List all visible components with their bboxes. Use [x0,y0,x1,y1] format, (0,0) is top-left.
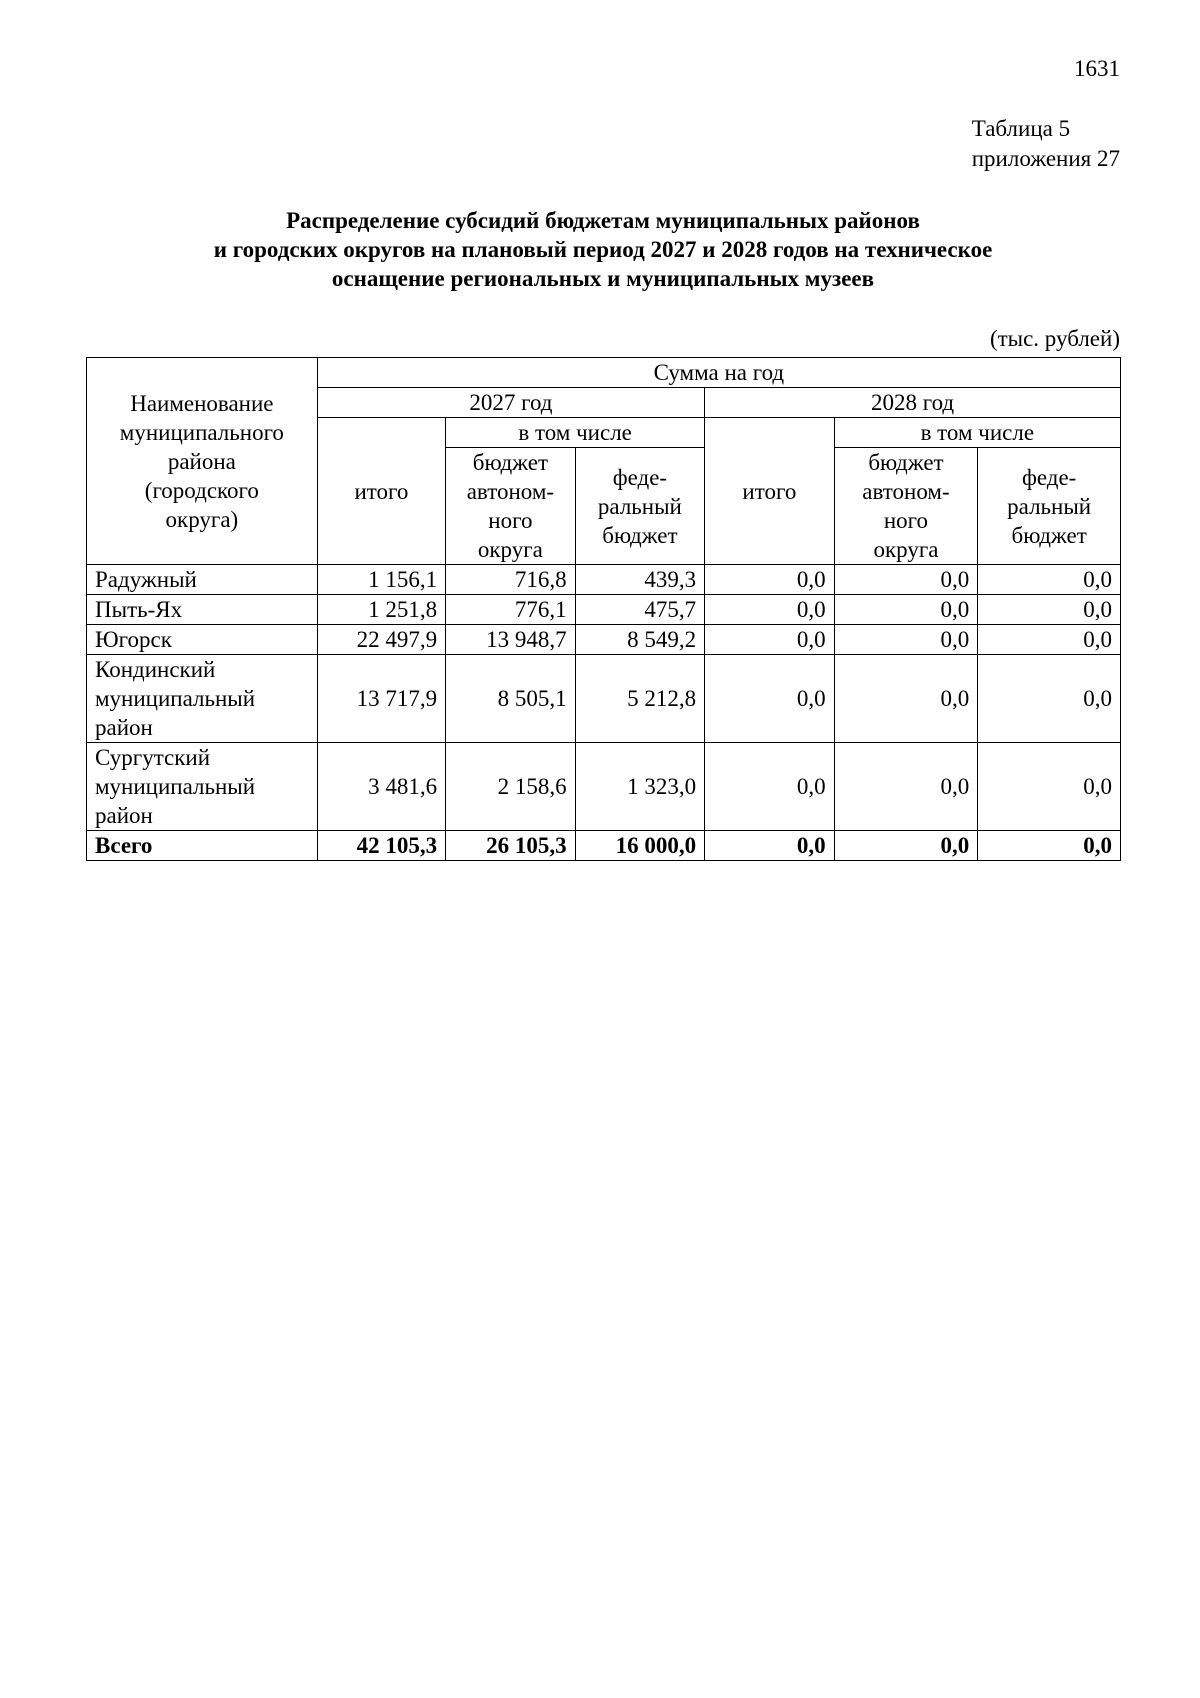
row-name-line: Пыть-Ях [95,597,183,622]
row-name-line: Радужный [95,567,197,592]
header-cell-text [95,389,309,534]
row-name-line: муниципальный [95,774,256,799]
header-cell-text [584,463,697,550]
table-body [87,565,1121,861]
header-line: ральный [597,493,682,519]
row-name-cell [87,625,318,655]
value-cell: 22 497,9 [317,625,445,655]
header-name-column [87,358,318,565]
header-including-2028: в том числе [834,418,1120,448]
header-line: района [167,448,236,474]
page-number: 1631 [1074,56,1120,81]
value-cell: 716,8 [446,565,576,595]
value-cell: 0,0 [705,625,835,655]
value-cell: 776,1 [446,595,576,625]
table-reference-line: Таблица 5 [971,116,1071,141]
header-line: бюджет [868,450,944,475]
title-line: и городских округов на плановый период 2027 и 2028 годов на техническое [213,237,993,262]
value-cell: 8 549,2 [575,625,705,655]
row-name-line: Кондинский [95,657,216,682]
table-reference-line: приложения 27 [971,146,1120,171]
document-title [86,206,1120,293]
value-cell: 2 158,6 [446,743,576,831]
header-federal-2027 [575,448,705,565]
row-name-cell [87,743,318,831]
value-cell: 0,0 [978,831,1121,861]
value-cell: 0,0 [978,743,1121,831]
row-name-line: Югорск [95,627,172,652]
value-cell: 13 948,7 [446,625,576,655]
header-line: округа [477,537,543,562]
header-line: бюджет [1011,522,1087,548]
header-line: ного [883,508,929,533]
table-total-row [87,831,1121,861]
value-cell: 42 105,3 [317,831,445,861]
units-label: (тыс. рублей) [989,326,1120,351]
row-name-cell [87,655,318,743]
value-cell: 0,0 [978,655,1121,743]
header-year-2028: 2028 год [705,388,1121,418]
value-cell: 0,0 [705,655,835,743]
value-cell: 0,0 [705,595,835,625]
header-budget-ao-2028 [834,448,978,565]
value-cell: 0,0 [705,831,835,861]
row-name-cell: Всего [87,831,318,861]
row-name-line: муниципальный [95,686,256,711]
value-cell: 1 251,8 [317,595,445,625]
value-cell: 0,0 [705,743,835,831]
value-cell: 475,7 [575,595,705,625]
table-row [87,743,1121,831]
value-cell: 16 000,0 [575,831,705,861]
header-line: муниципального [119,419,284,445]
title-line: оснащение региональных и муниципальных музеев [331,266,875,291]
row-name-cell [87,595,318,625]
value-cell: 26 105,3 [446,831,576,861]
value-cell: 0,0 [705,565,835,595]
row-name-cell [87,565,318,595]
title-line: Распределение субсидий бюджетам муниципальных районов [286,208,920,233]
header-including-2027: в том числе [446,418,705,448]
value-cell: 0,0 [834,655,978,743]
header-sum-per-year: Сумма на год [317,358,1120,388]
table-row [87,595,1121,625]
header-line: автоном- [862,479,950,504]
header-line: ного [488,508,533,533]
value-cell: 8 505,1 [446,655,576,743]
header-year-2027: 2027 год [317,388,704,418]
header-cell-text [986,463,1112,550]
table-row [87,655,1121,743]
value-cell: 0,0 [834,831,978,861]
table-row [87,565,1121,595]
header-line: ральный [1007,493,1092,519]
value-cell: 0,0 [978,595,1121,625]
value-cell: 13 717,9 [317,655,445,743]
header-line: феде- [612,464,668,490]
header-cell-text [454,448,567,564]
header-line: феде- [1021,464,1077,490]
header-itogo-2027: итого [317,418,445,565]
header-line: округа) [165,506,239,532]
value-cell: 439,3 [575,565,705,595]
value-cell: 5 212,8 [575,655,705,743]
value-cell: 1 323,0 [575,743,705,831]
value-cell: 0,0 [834,625,978,655]
header-cell-text [843,448,970,564]
header-line: (городского [144,477,259,503]
row-name-line: район [95,715,153,740]
value-cell: 0,0 [834,565,978,595]
row-name-line: Сургутский [95,745,211,770]
value-cell: 0,0 [834,595,978,625]
header-line: Наименование [130,390,274,416]
header-itogo-2028: итого [705,418,835,565]
header-line: автоном- [466,479,555,504]
header-budget-ao-2027 [446,448,576,565]
value-cell: 1 156,1 [317,565,445,595]
header-line: округа [873,537,939,562]
subsidy-table [86,357,1121,861]
value-cell: 0,0 [978,565,1121,595]
header-line: бюджет [472,450,549,475]
header-federal-2028 [978,448,1121,565]
value-cell: 3 481,6 [317,743,445,831]
table-row [87,625,1121,655]
table-reference [972,114,1120,174]
value-cell: 0,0 [978,625,1121,655]
value-cell: 0,0 [834,743,978,831]
header-line: бюджет [602,522,678,548]
row-name-line: район [95,803,153,828]
